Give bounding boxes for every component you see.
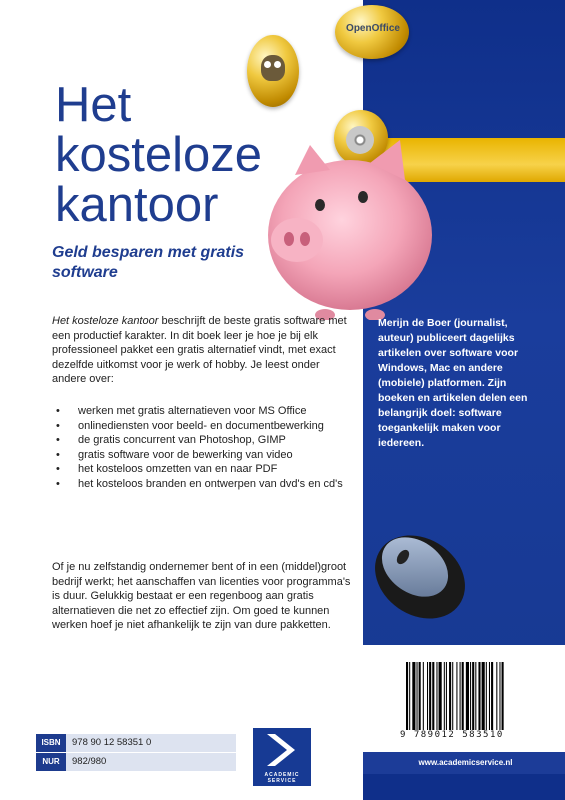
barcode-bar: [452, 662, 453, 730]
barcode-bar: [423, 662, 424, 730]
book-subtitle: Geld besparen met gratis software: [52, 244, 245, 281]
barcode-bar: [439, 662, 442, 730]
academic-service-logo-icon: [253, 728, 311, 786]
openoffice-coin-icon: [335, 5, 409, 59]
isbn-value: 978 90 12 58351 0: [72, 737, 152, 748]
barcode-bar: [456, 662, 457, 730]
author-bio: Merijn de Boer (journalist, auteur) publiceert dagelijks artikelen over software voor Windows, Mac en andere (mobiele) platformen. Zijn boeken en artikelen delen een belangrijk doel: software toegankelijk maken voor iedereen.: [378, 317, 528, 449]
barcode-bar: [499, 662, 500, 730]
intro-book-title: Het kosteloze kantoor: [52, 315, 159, 327]
intro-paragraph: [52, 314, 352, 387]
barcode-bar: [419, 662, 421, 730]
computer-mouse-icon: [365, 515, 475, 625]
barcode-bar: [427, 662, 428, 730]
barcode-bar: [429, 662, 431, 730]
list-item: • werken met gratis alternatieven voor MS Office: [52, 404, 352, 419]
gimp-mascot-eye-right: [274, 61, 281, 68]
nur-value: 982/980: [72, 756, 107, 767]
barcode-bar: [482, 662, 485, 730]
isbn-label: ISBN: [36, 734, 66, 752]
barcode-number: 9 789012 583510: [400, 730, 544, 740]
barcode-bar: [466, 662, 469, 730]
publisher-name: ACADEMIC SERVICE: [264, 772, 300, 784]
barcode-bar: [478, 662, 480, 730]
barcode-bar: [409, 662, 410, 730]
band-footer: [363, 774, 565, 800]
barcode-bar: [444, 662, 445, 730]
list-item: • onlinediensten voor beeld- en documentbewerking: [52, 419, 352, 434]
barcode-bar: [436, 662, 437, 730]
list-item: • het kosteloos omzetten van en naar PDF: [52, 462, 352, 477]
list-item: • gratis software voor de bewerking van video: [52, 448, 352, 463]
barcode-bar: [491, 662, 493, 730]
barcode-bar: [475, 662, 476, 730]
list-item: • het kosteloos branden en ontwerpen van dvd's en cd's: [52, 477, 352, 492]
barcode-bar: [432, 662, 434, 730]
barcode-bar: [449, 662, 451, 730]
gimp-mascot-eye-left: [264, 61, 271, 68]
list-item: • de gratis concurrent van Photoshop, GIMP: [52, 433, 352, 448]
barcode-bar: [462, 662, 464, 730]
nur-label: NUR: [36, 753, 66, 771]
isbn-row: [36, 734, 236, 752]
barcode-bar: [496, 662, 497, 730]
nur-row: [36, 753, 236, 771]
barcode-bar: [417, 662, 418, 730]
intro-text: beschrijft de beste gratis software met een productief karakter. In dit boek leer je hoe je bij elk professioneel pakket een gratis alternatief vindt, met exact dezelfde uitkomst voor je werk of hobby. Je leest onder andere over:: [52, 315, 347, 385]
gimp-coin-icon: [247, 35, 299, 107]
openoffice-label: OpenOffice: [346, 23, 400, 34]
barcode-bar: [406, 662, 408, 730]
barcode-bar: [446, 662, 447, 730]
barcode-bar: [486, 662, 487, 730]
barcode-bar: [502, 662, 504, 730]
piggy-bank-icon: [255, 135, 435, 320]
closing-paragraph: Of je nu zelfstandig ondernemer bent of in een (middel)groot bedrijf werkt; het aanschaffen van licenties voor programma's is duur. Gelukkig bestaat er een regenboog aan gratis alternatieven die net zo effectief zijn. Om goed te kunnen werken hoef je niet afhankelijk te zijn van dure pakketten.: [52, 561, 351, 631]
barcode-bar: [412, 662, 415, 730]
barcode-bar: [470, 662, 471, 730]
gimp-mascot-face: [261, 55, 285, 81]
book-title: Het kosteloze kantoor: [55, 78, 263, 232]
chevron-logo-mark: [253, 728, 311, 772]
topic-list: [52, 404, 352, 491]
barcode-bar: [460, 662, 461, 730]
barcode-bar: [472, 662, 474, 730]
publisher-url: www.academicservice.nl: [418, 758, 513, 767]
barcode-bar: [489, 662, 490, 730]
